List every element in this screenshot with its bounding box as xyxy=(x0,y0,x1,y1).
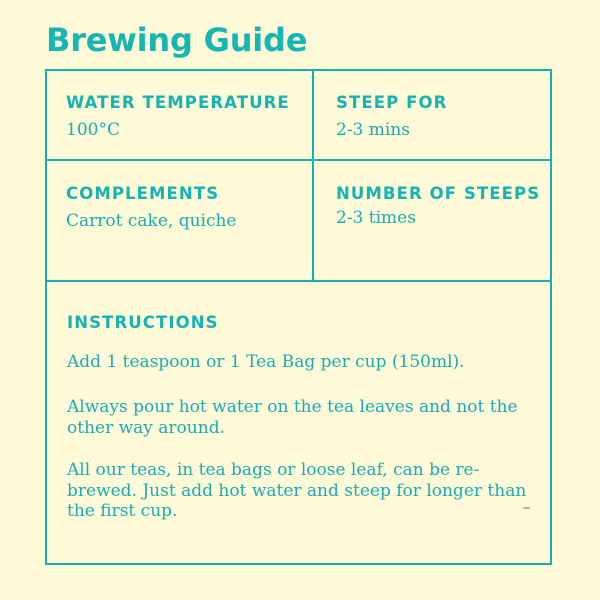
instruction-paragraph-2: Always pour hot water on the tea leaves and not the other way around. xyxy=(67,397,518,438)
water-temperature-value: 100°C xyxy=(66,120,120,140)
brewing-guide-card xyxy=(45,69,552,565)
instructions-label: INSTRUCTIONS xyxy=(67,313,219,332)
decorative-speck xyxy=(523,507,530,509)
number-of-steeps-label: NUMBER OF STEEPS xyxy=(336,184,541,203)
instruction-paragraph-3: All our teas, in tea bags or loose leaf, can be re-brewed. Just add hot water and steep for longer than the first cup. xyxy=(67,460,527,521)
steep-for-label: STEEP FOR xyxy=(336,93,448,112)
page-title: Brewing Guide xyxy=(46,21,308,59)
complements-value: Carrot cake, quiche xyxy=(66,211,237,231)
instruction-paragraph-1: Add 1 teaspoon or 1 Tea Bag per cup (150ml). xyxy=(67,352,465,372)
column-divider xyxy=(312,71,314,280)
row-divider-top xyxy=(47,159,550,161)
number-of-steeps-value: 2-3 times xyxy=(336,208,416,228)
water-temperature-label: WATER TEMPERATURE xyxy=(66,93,290,112)
steep-for-value: 2-3 mins xyxy=(336,120,411,140)
row-divider-bottom xyxy=(47,280,550,282)
complements-label: COMPLEMENTS xyxy=(66,184,220,203)
